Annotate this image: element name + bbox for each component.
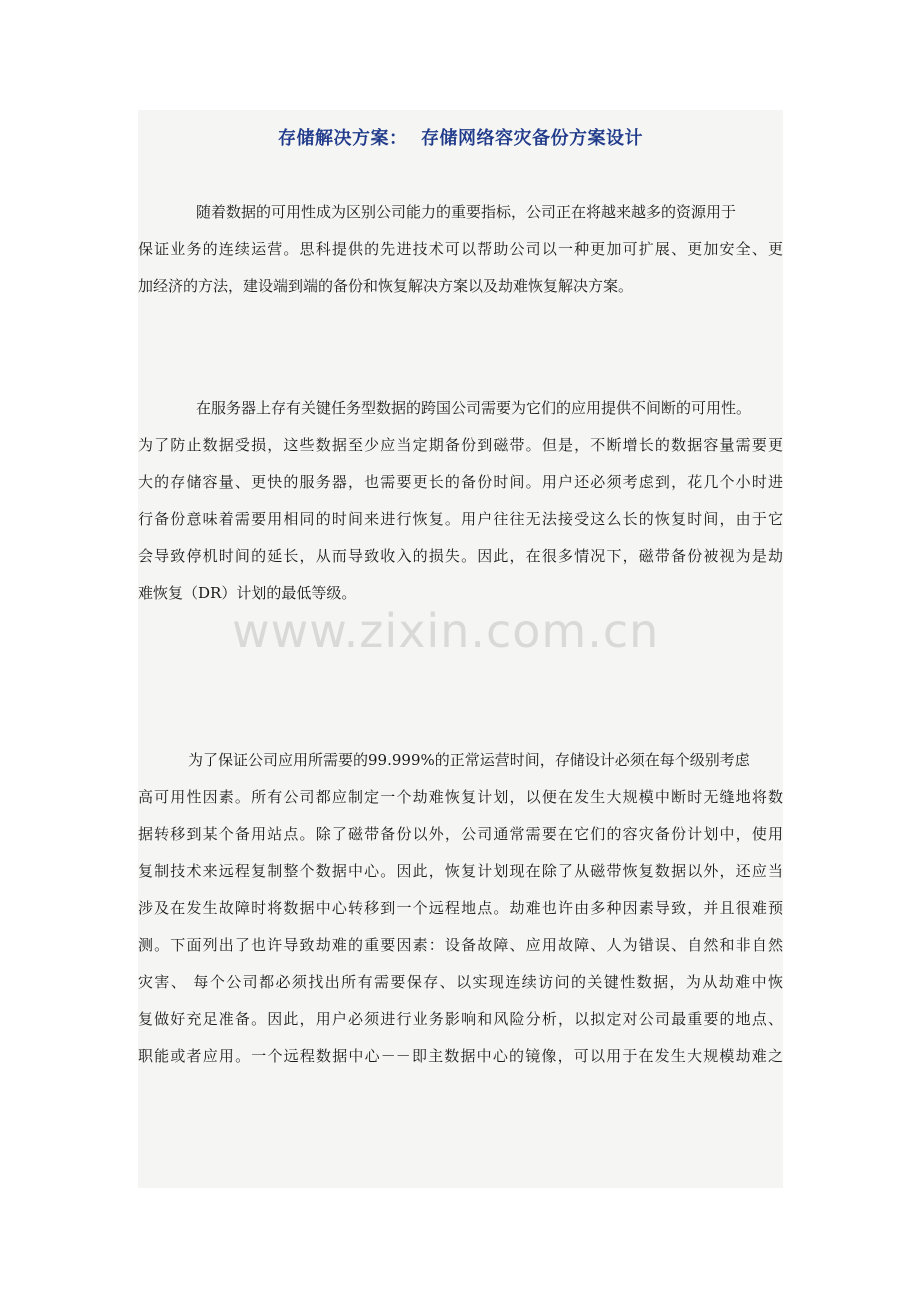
paragraph-3: [138, 742, 783, 1075]
text-line: 灾害、 每个公司都必须找出所有需要保存、以实现连续访问的关键性数据，为从劫难中恢: [138, 973, 783, 991]
text-line: 在服务器上存有关键任务型数据的跨国公司需要为它们的应用提供不间断的可用性。: [196, 399, 752, 417]
paragraph-2: [138, 390, 783, 612]
document-title: 存储解决方案： 存储网络容灾备份方案设计: [277, 128, 644, 149]
text-line: 加经济的方法，建设端到端的备份和恢复解决方案以及劫难恢复解决方案。: [138, 277, 634, 295]
text-line: 为了防止数据受损，这些数据至少应当定期备份到磁带。但是，不断增长的数据容量需要更: [138, 436, 783, 454]
text-line: 为了保证公司应用所需要的99.999%的正常运营时间，存储设计必须在每个级别考虑: [188, 751, 750, 769]
text-line: 会导致停机时间的延长，从而导致收入的损失。因此，在很多情况下，磁带备份被视为是劫: [138, 547, 783, 565]
text-line: 测。下面列出了也许导致劫难的重要因素：设备故障、应用故障、人为错误、自然和非自然: [138, 936, 783, 954]
text-line: 高可用性因素。所有公司都应制定一个劫难恢复计划，以便在发生大规模中断时无缝地将数: [138, 788, 783, 806]
text-line: 据转移到某个备用站点。除了磁带备份以外，公司通常需要在它们的容灾备份计划中，使用: [138, 825, 783, 843]
paragraph-1: [138, 194, 783, 305]
text-line: 涉及在发生故障时将数据中心转移到一个远程地点。劫难也许由多种因素导致，并且很难预: [138, 899, 783, 917]
document-page: [138, 110, 783, 1188]
text-line: 行备份意味着需要用相同的时间来进行恢复。用户往往无法接受这么长的恢复时间，由于它: [138, 510, 783, 528]
text-line: 保证业务的连续运营。思科提供的先进技术可以帮助公司以一种更加可扩展、更加安全、更: [138, 240, 783, 258]
text-line: 职能或者应用。一个远程数据中心－－即主数据中心的镜像，可以用于在发生大规模劫难之: [138, 1047, 783, 1065]
text-line: 难恢复（DR）计划的最低等级。: [138, 584, 357, 602]
text-line: 复做好充足准备。因此，用户必须进行业务影响和风险分析，以拟定对公司最重要的地点、: [138, 1010, 783, 1028]
text-line: 复制技术来远程复制整个数据中心。因此，恢复计划现在除了从磁带恢复数据以外，还应当: [138, 862, 783, 880]
text-line: 随着数据的可用性成为区别公司能力的重要指标，公司正在将越来越多的资源用于: [196, 203, 737, 221]
watermark-text: www.zixin.com.cn: [232, 604, 660, 658]
text-line: 大的存储容量、更快的服务器，也需要更长的备份时间。用户还必须考虑到，花几个小时进: [138, 473, 783, 491]
